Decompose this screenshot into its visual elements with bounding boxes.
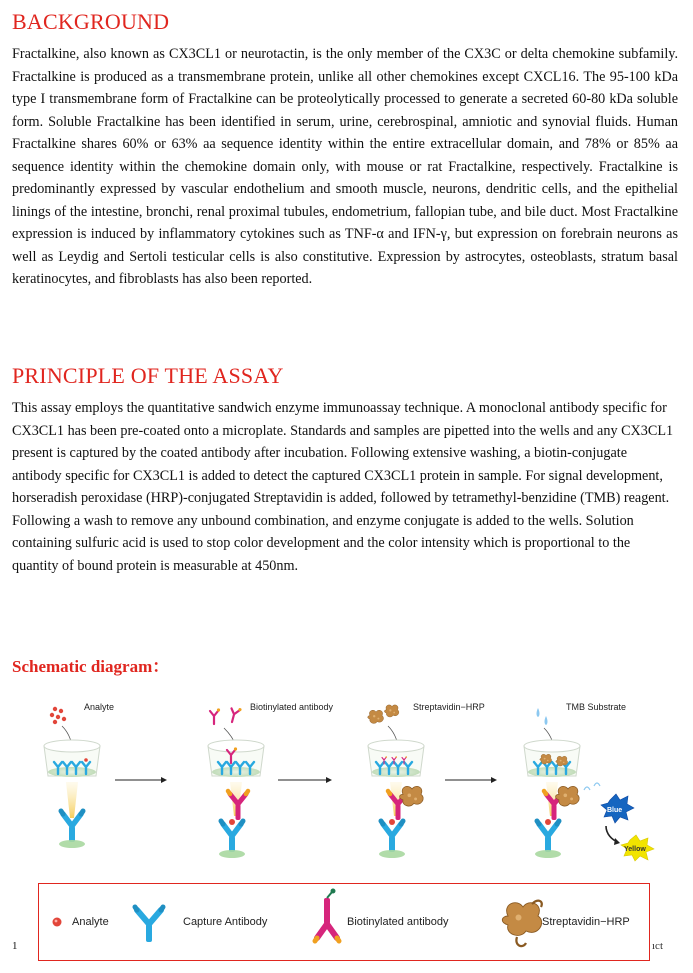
step-label-streptavidin-hrp: Streptavidin−HRP: [413, 702, 485, 712]
schematic-diagram: [0, 690, 693, 880]
step-3-streptavidin-hrp: [368, 705, 424, 858]
step-4-tmb-substrate: [524, 708, 654, 861]
schematic-title: Schematic diagram：: [12, 657, 170, 676]
step-label-analyte: Analyte: [84, 702, 115, 712]
blue-product-label: Blue: [607, 807, 623, 814]
legend-biotinylated-antibody-icon: [315, 889, 339, 942]
legend-biotinylated-antibody-label: Biotinylated antibody: [347, 916, 449, 928]
legend-capture-antibody-icon: [135, 907, 163, 942]
step-label-tmb-substrate: TMB Substrate: [566, 702, 627, 712]
legend-streptavidin-hrp-label: Streptavidin−HRP: [542, 916, 630, 928]
legend-streptavidin-hrp-icon: [502, 901, 541, 946]
arrow-2-head: [326, 777, 332, 783]
background-paragraph: Fractalkine, also known as CX3CL1 or neurotactin, is the only member of the CX3C or delta chemokine subfamily. Fractalkine is produced as a transmembrane protein, unlike all other chemokines except CXCL16. The 95-100 kDa type I transmembrane form of Fractalkine can be proteolytically processed to generate a secreted 60-80 kDa soluble form. Soluble Fractalkine has been identified in serum, urine, cerebrospinal, amniotic and synovial fluids. Human Fractalkine shares 60% or 63% aa sequence identity within the entire extracellular domain, and 78% or 85% aa sequence identity within the chemokine domain only, with mouse or rat Fractalkine, respectively. Fractalkine is predominantly expressed by vascular endothelium and smooth muscle, neurons, dendritic cells, and the epithelial linings of the intestine, bronchi, renal proximal tubules, endometrium, fallopian tube, and bile duct. Most Fractalkine expression is induced by inflammatory cytokines such as TNF-α and IFN-γ, but expression on forebrain neurons as well as Leydig and Sertoli testicular cells is also constitutive. Expression by astrocytes, osteoblasts, stratum basal keratinocytes, and fibroblasts has also been reported.: [12, 46, 678, 287]
legend-analyte-label: Analyte: [72, 916, 109, 928]
legend-box: [38, 883, 650, 961]
principle-heading: PRINCIPLE OF THE ASSAY: [12, 363, 284, 388]
page-number: 1: [12, 940, 18, 952]
arrow-1-head: [161, 777, 167, 783]
legend-analyte-icon: [53, 918, 62, 927]
step-1-analyte: [44, 707, 100, 848]
principle-paragraph: This assay employs the quantitative sandwich enzyme immunoassay technique. A monoclonal antibody specific for CX3CL1 has been pre-coated onto a microplate. Standards and samples are pipetted into the wells and any CX3CL1 present is captured by the coated antibody after incubation. Following extensive washing, a biotin-conjugate antibody specific for CX3CL1 is added to detect the captured CX3CL1 protein in sample. For signal development, horseradish peroxidase (HRP)-conjugated Streptavidin is added, followed by tetramethyl-benzidine (TMB) reagent. Following a wash to remove any unbound combination, and enzyme conjugate is added to the wells. Solution containing sulfuric acid is used to stop color development and the color intensity which is proportional to the quantity of bound protein is measurable at 450nm.: [12, 400, 674, 574]
background-heading: BACKGROUND: [12, 9, 170, 34]
legend-capture-antibody-label: Capture Antibody: [183, 916, 268, 928]
yellow-product-label: Yellow: [624, 846, 646, 853]
corner-text-fragment: ıct: [652, 940, 663, 952]
step-2-biotinylated-antibody: [208, 706, 264, 858]
step-label-biotinylated-antibody: Biotinylated antibody: [250, 702, 334, 712]
arrow-3-head: [491, 777, 497, 783]
